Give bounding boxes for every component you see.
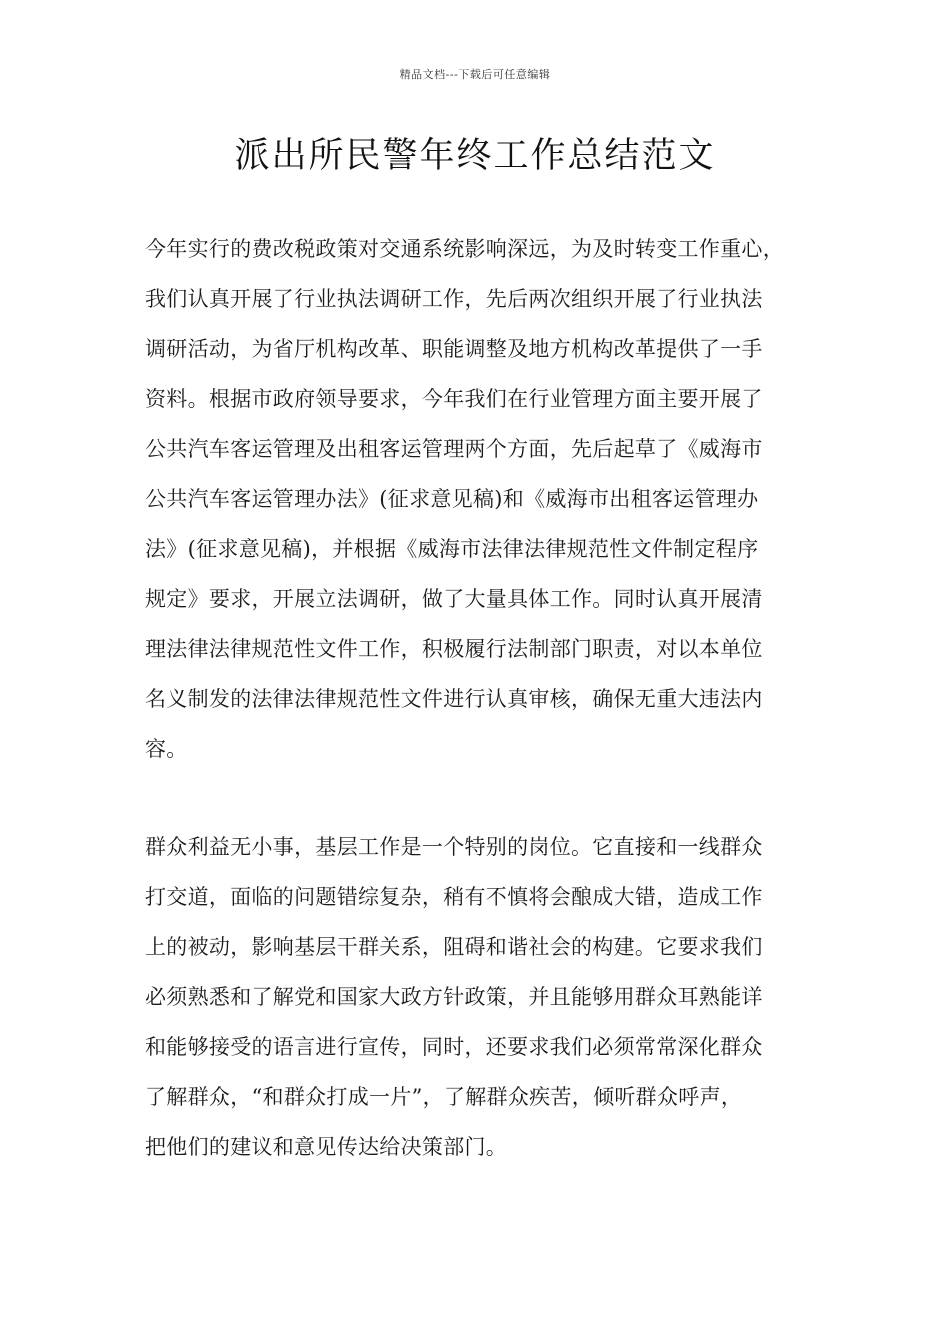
paragraph-line: 今年实行的费改税政策对交通系统影响深远，为及时转变工作重心，: [145, 237, 784, 261]
paragraph-1: [145, 224, 835, 774]
paragraph-line: 和能够接受的语言进行宣传，同时，还要求我们必须常常深化群众: [145, 1035, 763, 1059]
paragraph-line: 群众利益无小事，基层工作是一个特别的岗位。它直接和一线群众: [145, 835, 763, 859]
paragraph-line: 必须熟悉和了解党和国家大政方针政策，并且能够用群众耳熟能详: [145, 985, 763, 1009]
paragraph-line: 上的被动，影响基层干群关系，阻碍和谐社会的构建。它要求我们: [145, 935, 763, 959]
paragraph-line: 法》(征求意见稿)，并根据《威海市法律法律规范性文件制定程序: [145, 537, 759, 561]
header-note: 精品文档---下载后可任意编辑: [399, 68, 551, 81]
paragraph-2: [145, 822, 835, 1172]
paragraph-line: 我们认真开展了行业执法调研工作，先后两次组织开展了行业执法: [145, 287, 763, 311]
paragraph-line: 了解群众，“和群众打成一片”，了解群众疾苦，倾听群众呼声，: [145, 1085, 743, 1109]
paragraph-line: 名义制发的法律法律规范性文件进行认真审核，确保无重大违法内: [145, 687, 763, 711]
paragraph-line: 公共汽车客运管理及出租客运管理两个方面，先后起草了《威海市: [145, 437, 763, 461]
paragraph-line: 容。: [145, 737, 188, 761]
paragraph-line: 公共汽车客运管理办法》(征求意见稿)和《威海市出租客运管理办: [145, 487, 759, 511]
document-title: 派出所民警年终工作总结范文: [234, 136, 716, 176]
paragraph-line: 把他们的建议和意见传达给决策部门。: [145, 1135, 508, 1159]
paragraph-line: 理法律法律规范性文件工作，积极履行法制部门职责，对以本单位: [145, 637, 763, 661]
paragraph-line: 资料。根据市政府领导要求，今年我们在行业管理方面主要开展了: [145, 387, 763, 411]
paragraph-line: 规定》要求，开展立法调研，做了大量具体工作。同时认真开展清: [145, 587, 763, 611]
paragraph-line: 调研活动，为省厅机构改革、职能调整及地方机构改革提供了一手: [145, 337, 763, 361]
paragraph-line: 打交道，面临的问题错综复杂，稍有不慎将会酿成大错，造成工作: [145, 885, 763, 909]
